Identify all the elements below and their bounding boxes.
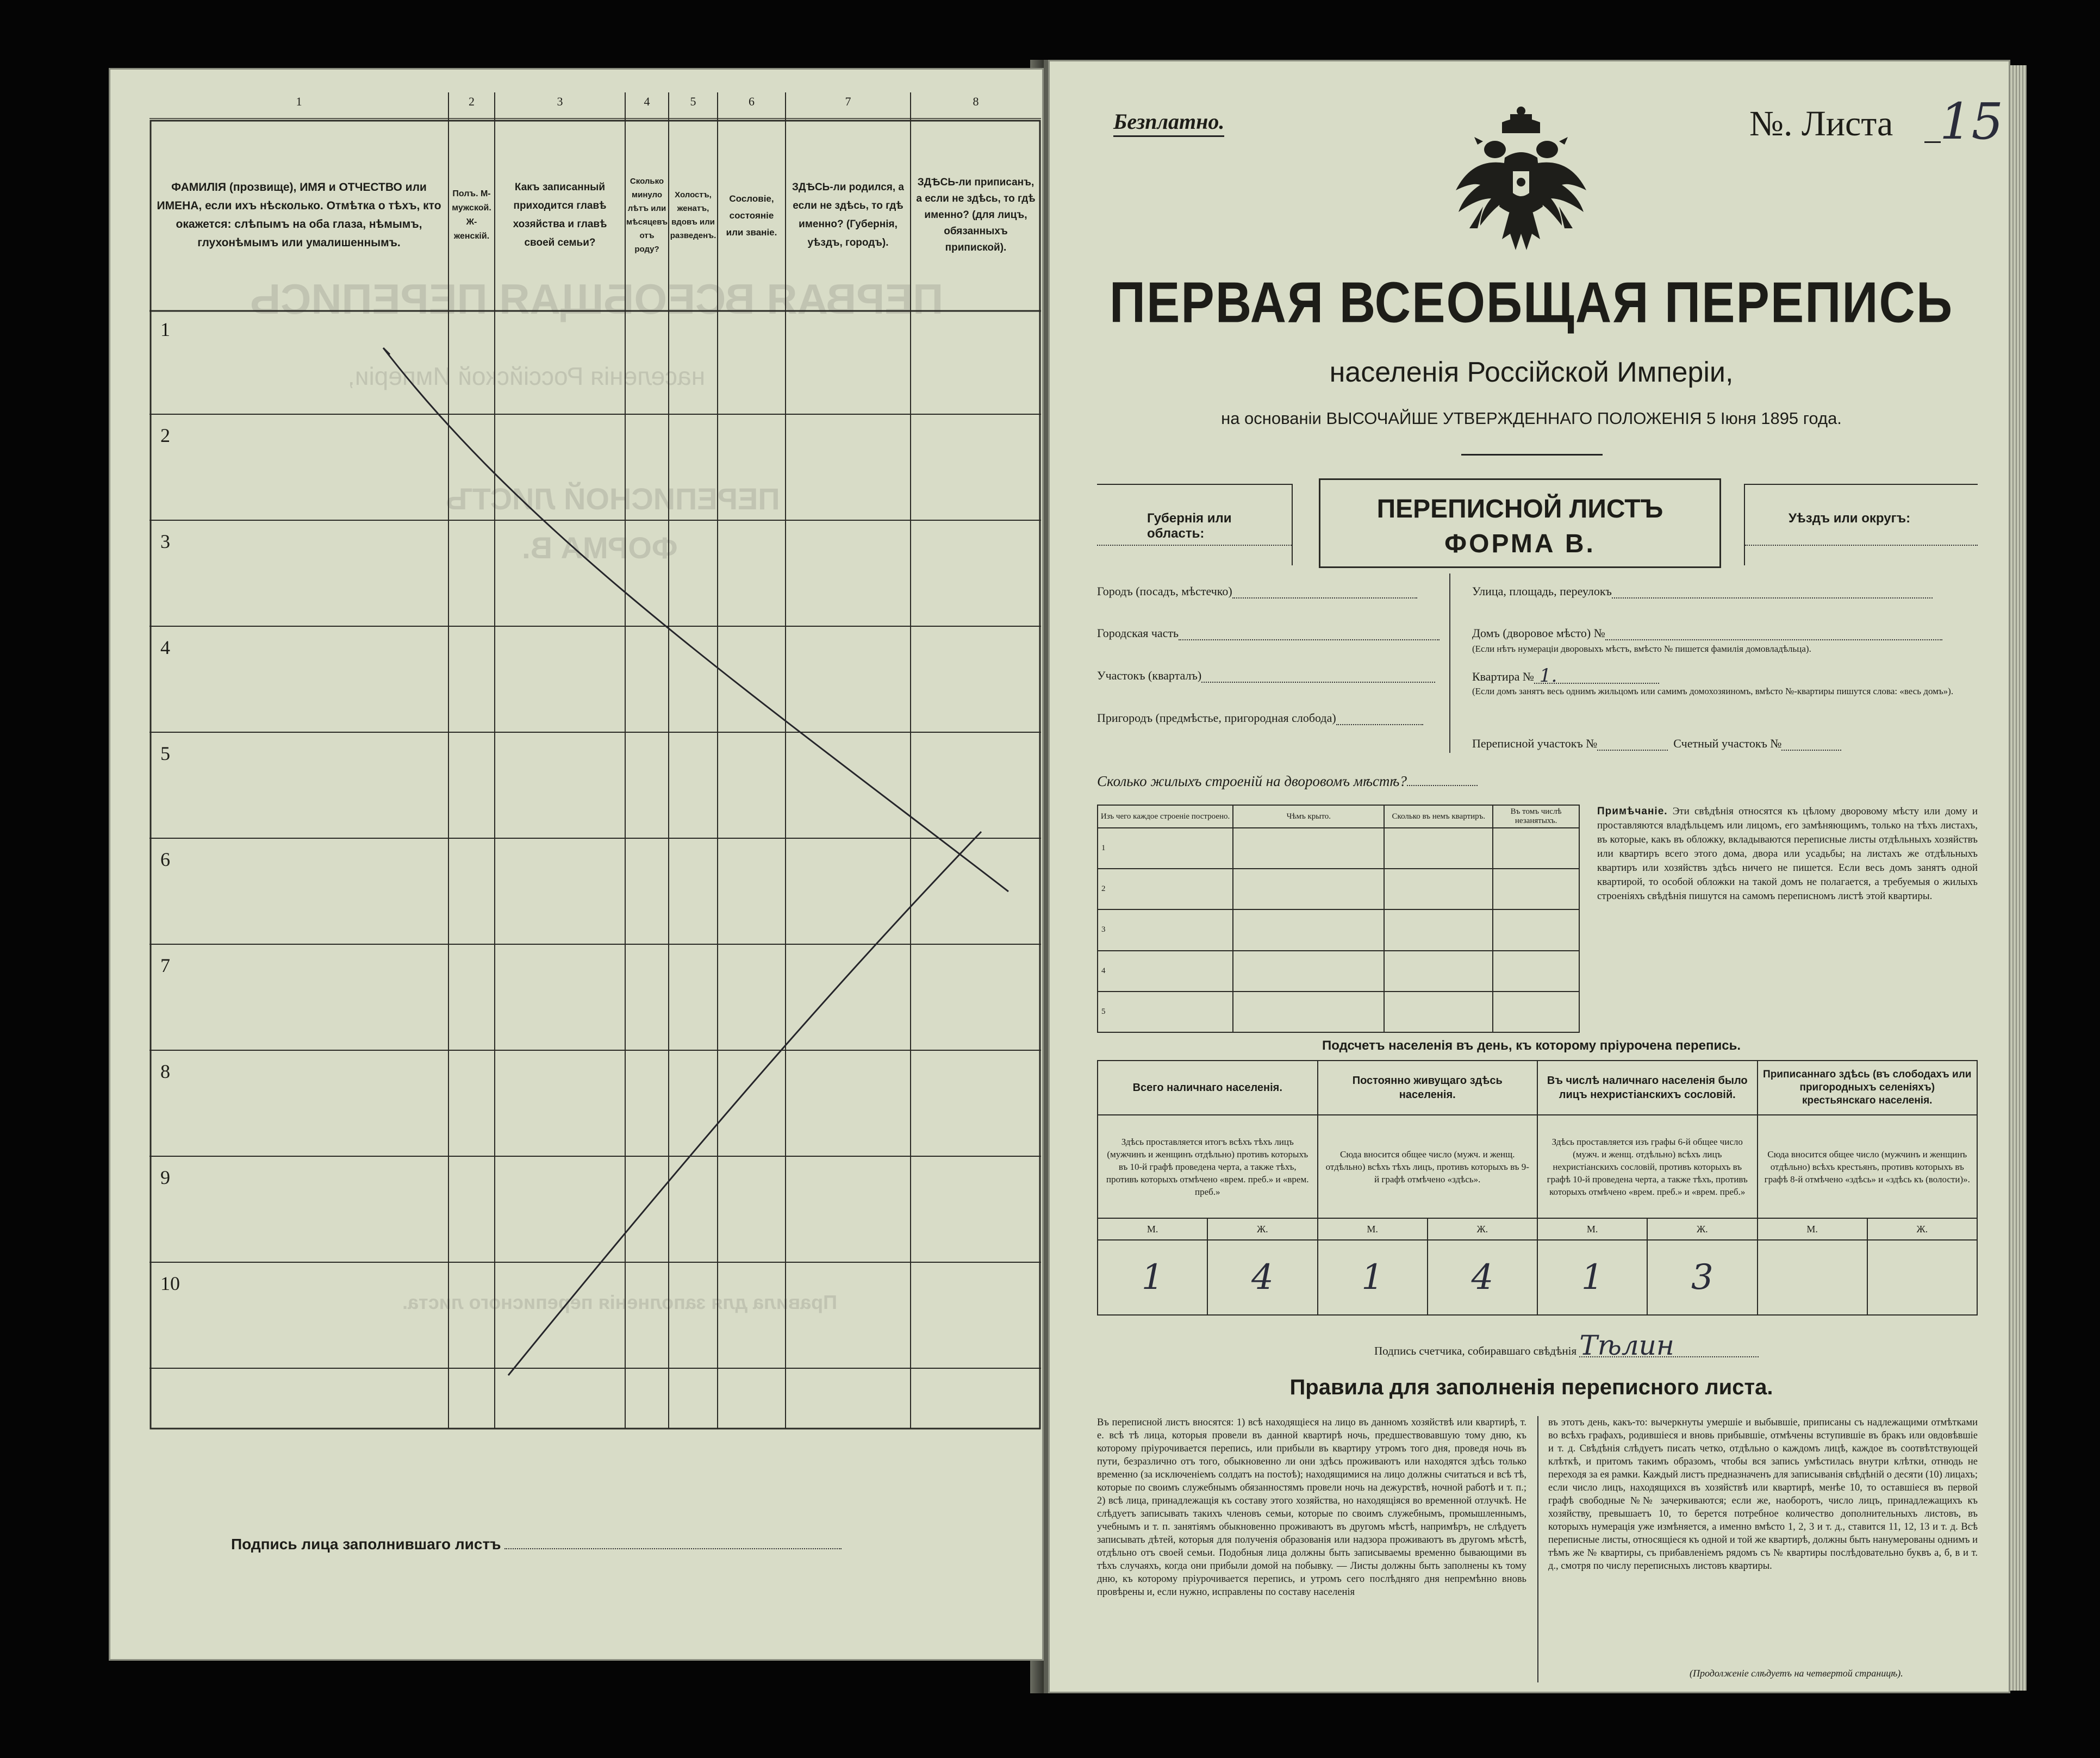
suburb-field: Пригородъ (предмѣстье, пригородная слобода) <box>1097 711 1423 725</box>
col-number-7: 7 <box>845 95 851 108</box>
sheet-title: ПЕРЕПИСНОЙ ЛИСТЪ <box>1376 495 1663 523</box>
buildings-table <box>1097 805 1580 1033</box>
buildings-col-roof: Чѣмъ крыто. <box>1233 805 1384 828</box>
fields-divider <box>1449 573 1450 753</box>
rules-column-1: Въ переписной листъ вносятся: 1) всѣ находящіеся на лицо въ данномъ хозяйствѣ или квартирѣ, т. е. всѣ тѣ лица, которыя провели въ данной квартирѣ ночь, предшествовавшую тому дню, къ которому пріурочивается перепись, или прибыли въ квартиру утромъ того дня, проведя ночь въ пути, безразлично отъ того, обыкновенно ли они здѣсь проживаютъ или находятся здѣсь только временно (за исключеніемъ солдатъ на постоѣ); находящимися на лицо должны считаться и всѣ тѣ, которые по своимъ служебнымъ обязанностямъ провели ночь на дежурствѣ, ночной работѣ и т. п.; 2) всѣ лица, принадлежащія къ составу этого хозяйства, но находящіяся во временной отлучкѣ. Не слѣдуетъ записывать такихъ членовъ семьи, которые по своимъ служебнымъ, промышленнымъ, учебнымъ и т. п. занятіямъ обыкновенно проживаютъ въ другомъ мѣстѣ, напримѣръ, не слѣдуетъ записывать дѣтей, которыя для полученія образованія или надзора проживаютъ въ другомъ мѣстѣ, отдѣльно отъ своей семьи. Подобныя лица должны быть записываемы временно бывающими въ тѣхъ случаяхъ, когда они прибыли домой на побывку. — Листы должны быть заполнены къ тому дню, къ которому пріурочивается перепись, и утромъ сего послѣдняго дня непремѣнно вновь провѣрены и, если нужно, исправлены по составу населенія <box>1097 1417 1526 1598</box>
zh-header: Ж. <box>1428 1218 1537 1240</box>
rules-column-2: въ этотъ день, какъ-то: вычеркнуты умершіе и выбывшіе, приписаны съ надлежащими отмѣтками во всѣхъ графахъ, родившіеся и вновь прибывшіе, отмѣчены вступившіе въ бракъ или овдовѣвшіе и т. д. Свѣдѣнія слѣдуетъ писать четко, отдѣльно о каждомъ лицѣ, каждое въ соотвѣтствующей клѣткѣ, и притомъ такимъ образомъ, чтобы вся запись умѣстилась внутри клѣтки, отнюдь не переходя за ея рамки. Каждый листъ предназначенъ для записыванія свѣдѣній о десяти (10) лицахъ; если число лицъ, находящихся въ хозяйствѣ или квартирѣ, менѣе 10, то оставшіеся въ первой графѣ свободные №№ зачеркиваются; если же, наоборотъ, число лицъ, принадлежащихъ къ хозяйству, превышаетъ 10, то берется потребное количество дополнительныхъ листовъ, въ которыхъ нумерація уже измѣняется, а именно вмѣсто 1, 2, 3 и т. д., ставится 11, 12, 13 и т. д. Всѣ переписные листы, относящіеся къ одной и той же квартирѣ, должны быть нанумерованы однимъ и тѣмъ же № квартиры, съ прибавленіемъ рядомъ съ № квартиры послѣдовательно буквъ а, б, в и т. д., смотря по числу переписныхъ листовъ квартиры. <box>1548 1417 1978 1572</box>
zh-header: Ж. <box>1867 1218 1977 1240</box>
buildings-row: 3 <box>1098 909 1233 950</box>
row-number: 8 <box>160 1061 170 1082</box>
row-number: 5 <box>160 743 170 764</box>
bleed-through-title: ПЕРВАЯ ВСЕОБЩАЯ ПЕРЕПИСЬ <box>250 275 944 323</box>
strike-line-c <box>383 348 390 354</box>
count-peasant-female <box>1867 1240 1977 1315</box>
rules-title: Правила для заполненія переписного листа. <box>1289 1375 1773 1399</box>
col-number-4: 4 <box>644 95 650 108</box>
bleed-through-form: ФОРМА В. <box>522 531 678 565</box>
sheet-number-label: №. Листа <box>1749 104 1893 144</box>
count-desc-permanent: Сюда вносится общее число (мужч. и женщ. отдѣльно) всѣхъ тѣхъ лицъ, противъ которыхъ въ 9-й графѣ отмѣчено «здѣсь». <box>1318 1115 1538 1218</box>
bleed-through-rules: Правила для заполненія переписного листа. <box>402 1291 838 1313</box>
count-permanent-female: 4 <box>1428 1240 1537 1315</box>
bleed-through-subtitle: населенія Россійской Имперіи, <box>348 362 706 390</box>
uezd-label: Уѣздъ или округъ: <box>1789 511 1911 526</box>
zh-header: Ж. <box>1647 1218 1757 1240</box>
buildings-col-apartments: Сколько въ немъ квартиръ. <box>1384 805 1493 828</box>
col-head-marital: Холостъ, женатъ, вдовъ или разведенъ. <box>670 190 716 240</box>
row-number: 3 <box>160 531 170 552</box>
page-title: ПЕРВАЯ ВСЕОБЩАЯ ПЕРЕПИСЬ <box>1109 271 1954 335</box>
count-nonchristian-female: 3 <box>1647 1240 1757 1315</box>
col-head-estate: Сословіе, состояніе или званіе. <box>726 193 777 238</box>
count-desc-peasant: Сюда вносится общее число (мужчинъ и женщинъ отдѣльно) всѣхъ крестьянъ, противъ которыхъ въ графѣ 8-й отмѣчено «здѣсь» и «здѣсь къ (волости)». <box>1758 1115 1978 1218</box>
counter-signature <box>1374 1330 1759 1361</box>
double-headed-eagle-emblem <box>1450 103 1592 261</box>
person-census-table <box>149 92 1041 1430</box>
count-present-male: 1 <box>1098 1240 1207 1315</box>
row-number: 9 <box>160 1167 170 1188</box>
title-divider <box>1461 454 1603 456</box>
form-label: ФОРМА В. <box>1444 529 1596 558</box>
col-head-name: ФАМИЛІЯ (прозвище), ИМЯ и ОТЧЕСТВО или ИМЕНА, если ихъ нѣсколько. Отмѣтка о тѣхъ, кто окажется: слѣпымъ на оба глаза, нѣмымъ, глухонѣмымъ или умалишеннымъ. <box>157 181 441 249</box>
filler-signature-label: Подпись лица заполнившаго листъ <box>231 1536 501 1553</box>
row-number: 2 <box>160 425 170 446</box>
uezd-box <box>1744 484 1978 565</box>
right-page-cover-form <box>1044 60 2010 1693</box>
census-district-field: Переписной участокъ № Счетный участокъ № <box>1472 737 1841 751</box>
buildings-row: 5 <box>1098 992 1233 1032</box>
buildings-row: 1 <box>1098 828 1233 869</box>
col-number-8: 8 <box>973 95 979 108</box>
rules-continued: (Продолженіе слѣдуетъ на четвертой страницѣ). <box>1690 1668 1903 1679</box>
count-present-female: 4 <box>1207 1240 1317 1315</box>
buildings-row: 2 <box>1098 869 1233 909</box>
precinct-field: Участокъ (кварталъ) <box>1097 669 1435 683</box>
count-nonchristian-male: 1 <box>1537 1240 1647 1315</box>
sheet-number-handwritten: 15 <box>1940 92 2004 151</box>
zh-header: Ж. <box>1207 1218 1317 1240</box>
m-header: М. <box>1318 1218 1428 1240</box>
count-peasant-male <box>1758 1240 1867 1315</box>
city-district-field: Городская часть <box>1097 626 1440 640</box>
apartment-field: Квартира № 1. <box>1472 669 1659 684</box>
basis-line: на основаніи ВЫСОЧАЙШЕ УТВЕРЖДЕННАГО ПОЛОЖЕНІЯ 5 Іюня 1895 года. <box>1221 409 1842 428</box>
free-label: Безплатно. <box>1113 109 1224 137</box>
buildings-col-vacant: Въ томъ числѣ незанятыхъ. <box>1493 805 1579 828</box>
buildings-question: Сколько жилыхъ строеній на дворовомъ мѣстѣ? <box>1097 773 1478 790</box>
counter-signature-value: Тѣлин <box>1579 1335 1759 1357</box>
street-field: Улица, площадь, переулокъ <box>1472 584 1933 599</box>
count-title: Подсчетъ населенія въ день, къ которому пріурочена перепись. <box>1322 1038 1741 1053</box>
col-head-birthplace: ЗДѢСЬ-ли родился, а если не здѣсь, то гдѣ именно? (Губернія, уѣздъ, городъ). <box>792 182 904 248</box>
count-desc-nonchristian: Здѣсь проставляется изъ графы 6-й общее число (мужч. и женщ. отдѣльно) всѣхъ лицъ нехристіанскихъ сословій, противъ которыхъ въ графѣ 10-й проведена черта, а также тѣхъ, противъ которыхъ отмѣчено «врем. преб.» и «врем. преб.» <box>1537 1115 1758 1218</box>
gubernia-box <box>1097 484 1293 565</box>
col-head-sex: Полъ. М-мужской. Ж-женскій. <box>452 189 491 241</box>
m-header: М. <box>1758 1218 1867 1240</box>
count-col-present: Всего наличнаго населенія. <box>1098 1061 1318 1115</box>
col-head-age: Сколько минуло лѣтъ или мѣсяцевъ отъ роду? <box>626 177 668 254</box>
col-number-2: 2 <box>469 95 475 108</box>
sheet-number-line <box>1924 141 1941 143</box>
m-header: М. <box>1098 1218 1207 1240</box>
col-head-registered: ЗДѢСЬ-ли приписанъ, а если не здѣсь, то гдѣ именно? (для лицъ, обязанныхъ припиской). <box>916 177 1036 253</box>
col-number-3: 3 <box>557 95 563 108</box>
counter-signature-label: Подпись счетчика, собиравшаго свѣдѣнія <box>1374 1344 1577 1357</box>
m-header: М. <box>1537 1218 1647 1240</box>
population-count-table <box>1097 1060 1978 1316</box>
house-note: (Если нѣтъ нумераціи дворовыхъ мѣстъ, вмѣсто № пишется фамилія домовладѣльца). <box>1472 644 1811 654</box>
col-head-relation: Какъ записанный приходится главѣ хозяйства и главѣ своей семьи? <box>513 182 607 248</box>
strike-line-a <box>383 348 1008 892</box>
gubernia-label: Губернія или область: <box>1147 511 1232 541</box>
count-permanent-male: 1 <box>1318 1240 1428 1315</box>
col-number-6: 6 <box>749 95 755 108</box>
left-page-person-table <box>109 68 1044 1661</box>
col-number-5: 5 <box>690 95 696 108</box>
page-subtitle: населенія Россійской Имперіи, <box>1329 357 1734 388</box>
row-number: 6 <box>160 849 170 870</box>
count-col-nonchristian: Въ числѣ наличнаго населенія было лицъ нехристіанскихъ сословій. <box>1537 1061 1758 1115</box>
buildings-note: Примѣчаніе. Эти свѣдѣнія относятся къ цѣлому дворовому мѣсту или дому и проставляются владѣльцемъ или лицомъ, его замѣняющимъ, только на тѣхъ листахъ, въ которые, какъ въ обложку, вкладываются переписные листы отдѣльныхъ хозяйствъ или квартиръ всего этого дома, двора или усадьбы; на листахъ же отдѣльныхъ квартиръ или хозяйствъ здѣсь ничего не пишется. Если весь домъ занятъ одной квартирой, то особой обложки на такой домъ не полагается, а требуемыя о жилыхъ строеніяхъ свѣдѣнія пишутся на самомъ переписномъ листѣ этой квартиры. <box>1597 806 1978 902</box>
sheet-title-box <box>1319 478 1721 568</box>
row-number: 1 <box>160 319 170 340</box>
col-number-1: 1 <box>296 95 302 108</box>
count-desc-present: Здѣсь проставляется итогъ всѣхъ тѣхъ лицъ (мужчинъ и женщинъ отдѣльно) противъ которыхъ въ 10-й графѣ проведена черта, а также тѣхъ, противъ которыхъ отмѣчено «врем. преб.» и «врем. преб.» <box>1098 1115 1318 1218</box>
row-number: 4 <box>160 637 170 658</box>
filler-signature-line <box>231 1536 842 1553</box>
apartment-note: (Если домъ занятъ весь однимъ жильцомъ или самимъ домохозяиномъ, вмѣсто №-квартиры пишутся слова: «весь домъ»). <box>1472 686 1954 696</box>
rules-divider <box>1537 1416 1538 1682</box>
row-number: 7 <box>160 955 170 976</box>
count-col-peasant: Приписаннаго здѣсь (въ слободахъ или пригородныхъ селеніяхъ) крестьянскаго населенія. <box>1758 1061 1978 1115</box>
bleed-through-sheet: ПЕРЕПИСНОЙ ЛИСТЪ <box>446 482 780 516</box>
buildings-row: 4 <box>1098 951 1233 992</box>
count-col-permanent: Постоянно живущаго здѣсь населенія. <box>1318 1061 1538 1115</box>
city-field: Городъ (посадъ, мѣстечко) <box>1097 584 1417 599</box>
row-number: 10 <box>160 1273 180 1294</box>
buildings-col-material: Изъ чего каждое строеніе построено. <box>1098 805 1233 828</box>
house-field: Домъ (дворовое мѣсто) № <box>1472 626 1942 640</box>
